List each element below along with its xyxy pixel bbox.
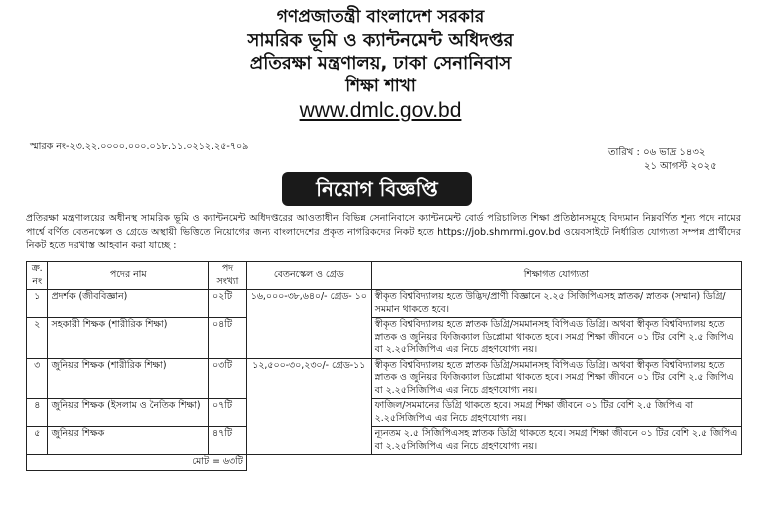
row-count: ০২টি [209, 290, 247, 318]
table-row [27, 290, 742, 318]
col-header-qualification: শিক্ষাগত যোগ্যতা [371, 262, 741, 290]
row-post: সহকারী শিক্ষক (শারীরিক শিক্ষা) [48, 318, 209, 359]
section-title: শিক্ষা শাখা [345, 76, 416, 96]
intro-paragraph: প্রতিরক্ষা মন্ত্রণালয়ের অধীনস্থ সামরিক ভূমি ও ক্যান্টনমেন্ট অধিদপ্তরের আওতাধীন বিভিন্ন সেনানিবাসে ক্যান্টনমেন্ট বোর্ড পরিচালিত শিক্ষা প্রতিষ্ঠানসমূহে বিদ্যমান নিম্নবর্ণিত শূন্য পদে নামের পার্শ্বে বর্ণিত বেতনস্কেল ও গ্রেডে অস্থায়ী ভিত্তিতে নিয়োগের জন্য বাংলাদেশের প্রকৃত নাগরিকদের নিকট হতে https://job.shmrmi.gov.bd ওয়েবসাইটে নির্ধারিত যোগ্যতা সম্পন্ন প্রার্থীদের নিকট হতে দরখাস্ত আহবান করা যাচ্ছে : [26, 213, 741, 251]
row-sl: ৩ [27, 358, 48, 399]
table-row [27, 318, 742, 359]
table-total-row [27, 455, 742, 471]
row-scale: ১৬,০০০-৩৮,৬৪০/- গ্রেড- ১০ [246, 290, 371, 359]
date-label: তারিখ : [608, 147, 640, 158]
row-count: ০৩টি [209, 358, 247, 399]
row-count: ৪৭টি [209, 427, 247, 455]
table-row [27, 358, 742, 399]
row-qualification: স্বীকৃত বিশ্ববিদ্যালয় হতে উদ্ভিদ/প্রাণী বিজ্ঞানে ২.২৫ সিজিপিএসহ স্নাতক/ স্নাতক (সম্মান) ডিগ্রি/সমমান থাকতে হবে। [371, 290, 741, 318]
row-qualification: ন্যূনতম ২.৫ সিজিপিএসহ স্নাতক ডিগ্রি থাকতে হবে। সমগ্র শিক্ষা জীবনে ০১ টির বেশি ২.৫ জিপিএ বা ২.২৫সিজিপিএ এর নিচে গ্রহণযোগ্য নয়। [371, 427, 741, 455]
row-scale: ১২,৫০০-৩০,২৩০/- গ্রেড-১১ [246, 358, 371, 455]
govt-title: গণপ্রজাতন্ত্রী বাংলাদেশ সরকার [276, 7, 485, 27]
table-header-row [27, 262, 742, 290]
row-sl: ১ [27, 290, 48, 318]
date-bangla: ০৬ ভাদ্র ১৪৩২ [643, 147, 706, 158]
row-count: ০৭টি [209, 399, 247, 427]
row-post: জুনিয়র শিক্ষক (ইসলাম ও নৈতিক শিক্ষা) [48, 399, 209, 427]
row-post: জুনিয়র শিক্ষক (শারীরিক শিক্ষা) [48, 358, 209, 399]
row-sl: ৪ [27, 399, 48, 427]
row-count: ০৪টি [209, 318, 247, 359]
col-header-post: পদের নাম [48, 262, 209, 290]
row-sl: ৫ [27, 427, 48, 455]
notice-header [0, 6, 761, 124]
row-qualification: ফাজিল/সমমানের ডিগ্রি থাকতে হবে। সমগ্র শিক্ষা জীবনে ০১ টির বেশি ২.৫ জিপিএ বা ২.২৫সিজিপিএ এর নিচে গ্রহণযোগ্য নয়। [371, 399, 741, 427]
ministry-title: প্রতিরক্ষা মন্ত্রণালয়, ঢাকা সেনানিবাস [249, 53, 512, 74]
memo-number: স্মারক নং-২৩.২২.০০০০.০০০.০১৮.১১.০২১২.২৫-৭০৯ [30, 141, 249, 152]
row-qualification: স্বীকৃত বিশ্ববিদ্যালয় হতে স্নাতক ডিগ্রি/সমমানসহ বিপিএড ডিগ্রি। অথবা স্বীকৃত বিশ্ববিদ্যালয় হতে স্নাতক ও জুনিয়র ফিজিক্যাল ডিপ্লোমা থাকতে হবে। সমগ্র শিক্ষা জীবনে ০১ টির বেশি ২.৫ জিপিএ বা ২.২৫সিজিপিএ এর নিচে গ্রহণযোগ্য নয়। [371, 318, 741, 359]
row-sl: ২ [27, 318, 48, 359]
table-row [27, 399, 742, 427]
date-english: ২১ আগস্ট ২০২৫ [644, 161, 717, 172]
col-header-sl: ক্র. নং [27, 262, 48, 290]
date-block [608, 146, 717, 174]
col-header-scale: বেতনস্কেল ও গ্রেড [246, 262, 371, 290]
total-count: মোট = ৬৩টি [27, 455, 247, 471]
table-row [27, 427, 742, 455]
row-post: জুনিয়র শিক্ষক [48, 427, 209, 455]
vacancy-table [26, 261, 742, 471]
row-qualification: স্বীকৃত বিশ্ববিদ্যালয় হতে স্নাতক ডিগ্রি/সমমানসহ বিপিএড ডিগ্রি। অথবা স্বীকৃত বিশ্ববিদ্যালয় হতে স্নাতক ও জুনিয়র ফিজিক্যাল ডিপ্লোমা থাকতে হবে। সমগ্র শিক্ষা জীবনে ০১ টির বেশি ২.৫ জিপিএ বা ২.২৫সিজিপিএ এর নিচে গ্রহণযোগ্য নয়। [371, 358, 741, 399]
notice-title-banner: নিয়োগ বিজ্ঞপ্তি [282, 172, 472, 206]
row-post: প্রদর্শক (জীববিজ্ঞান) [48, 290, 209, 318]
col-header-count: পদ সংখ্যা [209, 262, 247, 290]
website-link[interactable]: www.dmlc.gov.bd [299, 99, 462, 122]
department-title: সামরিক ভূমি ও ক্যান্টনমেন্ট অধিদপ্তর [247, 30, 514, 51]
